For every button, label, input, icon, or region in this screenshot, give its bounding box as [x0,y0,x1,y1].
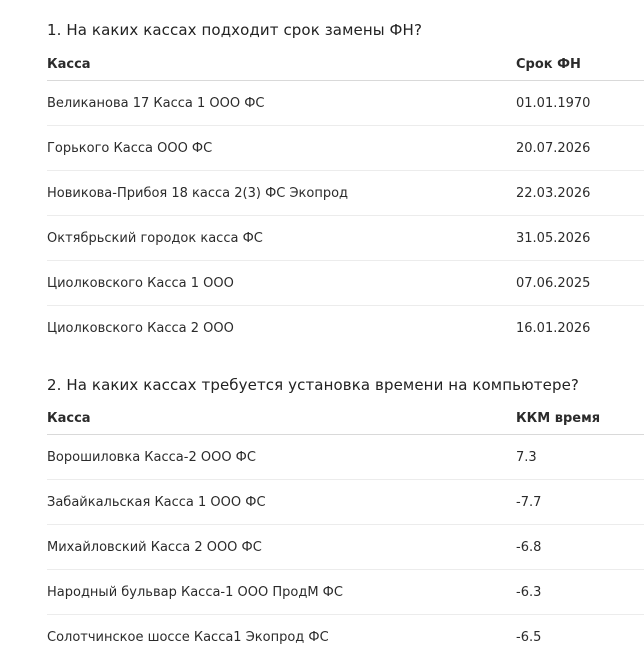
fn-term-cell: 22.03.2026 [516,186,591,201]
column-header-register: Касса [47,57,91,72]
fn-term-cell: 07.06.2025 [516,276,591,291]
table-row [47,261,644,306]
column-header-fn-term: Срок ФН [516,57,581,72]
table-header [47,405,644,435]
register-name-cell: Горького Касса ООО ФС [47,141,213,156]
register-name-cell: Циолковского Касса 1 ООО [47,276,234,291]
table-row [47,480,644,525]
register-name-cell: Солотчинское шоссе Касса1 Экопрод ФС [47,630,329,645]
table-row [47,435,644,480]
table-row [47,126,644,171]
kkm-time-cell: -6.3 [516,585,542,600]
register-name-cell: Народный бульвар Касса-1 ООО ПродМ ФС [47,585,343,600]
section-title-time-setup: 2. На каких кассах требуется установка времени на компьютере? [47,376,579,394]
register-name-cell: Ворошиловка Касса-2 ООО ФС [47,450,256,465]
table-row [47,81,644,126]
table-row [47,615,644,659]
table-row [47,570,644,615]
register-name-cell: Михайловский Касса 2 ООО ФС [47,540,262,555]
register-name-cell: Забайкальская Касса 1 ООО ФС [47,495,266,510]
table-row [47,216,644,261]
kkm-time-cell: -7.7 [516,495,542,510]
table-row [47,171,644,216]
fn-term-cell: 16.01.2026 [516,321,591,336]
kkm-time-cell: -6.8 [516,540,542,555]
fn-term-cell: 31.05.2026 [516,231,591,246]
register-name-cell: Циолковского Касса 2 ООО [47,321,234,336]
section-title-fn-expiry: 1. На каких кассах подходит срок замены ФН? [47,21,423,39]
register-name-cell: Новикова-Прибоя 18 касса 2(3) ФС Экопрод [47,186,349,201]
kkm-time-cell: -6.5 [516,630,542,645]
register-name-cell: Великанова 17 Касса 1 ООО ФС [47,96,265,111]
table-header [47,51,644,81]
kkm-time-table [47,405,644,659]
column-header-kkm-time: ККМ время [516,411,601,426]
table-row [47,306,644,350]
fn-term-cell: 01.01.1970 [516,96,591,111]
fn-term-cell: 20.07.2026 [516,141,591,156]
fn-expiry-table [47,51,644,350]
register-name-cell: Октябрьский городок касса ФС [47,231,263,246]
table-row [47,525,644,570]
kkm-time-cell: 7.3 [516,450,537,465]
column-header-register: Касса [47,411,91,426]
